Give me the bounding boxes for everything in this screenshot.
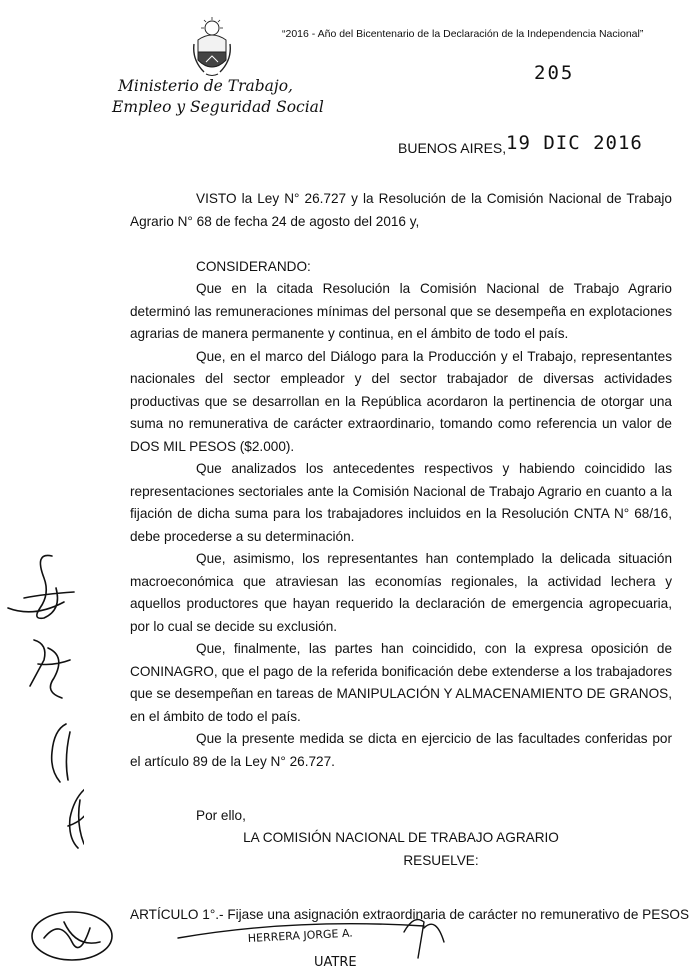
paragraph: Que la presente medida se dicta en ejercicio de las facultades conferidas por el artículo 89 de la Ley N° 26.727. xyxy=(130,731,672,769)
date-stamp: 19 DIC 2016 xyxy=(506,132,643,154)
paragraph: Que, finalmente, las partes han coincidido, con la expresa oposición de CONINAGRO, que el pago de la referida bonificación debe extenderse a los trabajadores que se desempeñan en tareas de MANIPULACIÓN Y ALMACENAMIENTO DE GRANOS, en el ámbito de todo el país. xyxy=(130,641,672,724)
paragraph: Que analizados los antecedentes respectivos y habiendo coincidido las representaciones sectoriales ante la Comisión Nacional de Trabajo Agrario en cuanto a la fijación de dicha suma para los trabajadores incluidos en la Resolución CNTA N° 68/16, debe procederse a su determinación. xyxy=(130,461,672,544)
signer-name: HERRERA JORGE A. xyxy=(247,926,354,945)
paragraph: Que, asimismo, los representantes han contemplado la delicada situación macroeconómica que atraviesan las economías regionales, la actividad lechera y aquellos productores que hayan requerido la declaración de emergencia agropecuaria, por lo cual se decide su exclusión. xyxy=(130,551,672,634)
document-body xyxy=(130,188,690,926)
coat-of-arms-icon xyxy=(192,16,232,78)
ministry-line-1: Ministerio de Trabajo, xyxy=(118,77,293,95)
place-label: BUENOS AIRES, xyxy=(398,140,507,156)
resuelve-heading: RESUELVE: xyxy=(403,852,479,868)
article-1: ARTÍCULO 1°.- Fijase una asignación extraordinaria de carácter no remunerativo de PESOS xyxy=(130,906,690,922)
bottom-signature xyxy=(174,912,454,972)
header-motto: “2016 - Año del Bicentenario de la Declaración de la Independencia Nacional” xyxy=(282,28,644,40)
resolution-number: 205 xyxy=(534,62,575,84)
commission-name: LA COMISIÓN NACIONAL DE TRABAJO AGRARIO xyxy=(243,830,559,845)
ministry-line-2: Empleo y Seguridad Social xyxy=(112,98,324,116)
paragraph: Que en la citada Resolución la Comisión Nacional de Trabajo Agrario determinó las remuneraciones mínimas del personal que se desempeña en explotaciones agrarias de manera permanente y continua, en el ámbito de todo el país. xyxy=(130,281,672,341)
visto-paragraph: VISTO la Ley N° 26.727 y la Resolución de la Comisión Nacional de Trabajo Agrario N° 68 de fecha 24 de agosto del 2016 y, xyxy=(130,191,672,229)
por-ello: Por ello, xyxy=(196,807,246,823)
bottom-left-signature xyxy=(24,898,124,968)
considerando-heading: CONSIDERANDO: xyxy=(196,258,311,274)
paragraph: Que, en el marco del Diálogo para la Producción y el Trabajo, representantes nacionales del sector empleador y del sector trabajador de diversas actividades productivas que se desarrollan en la República acordaron la pertinencia de otorgar una suma no remunerativa de carácter extraordinario, tomando como referencia un valor de DOS MIL PESOS ($2.000). xyxy=(130,348,672,454)
ministry-name xyxy=(112,76,324,118)
signer-org: UATRE xyxy=(314,955,357,970)
